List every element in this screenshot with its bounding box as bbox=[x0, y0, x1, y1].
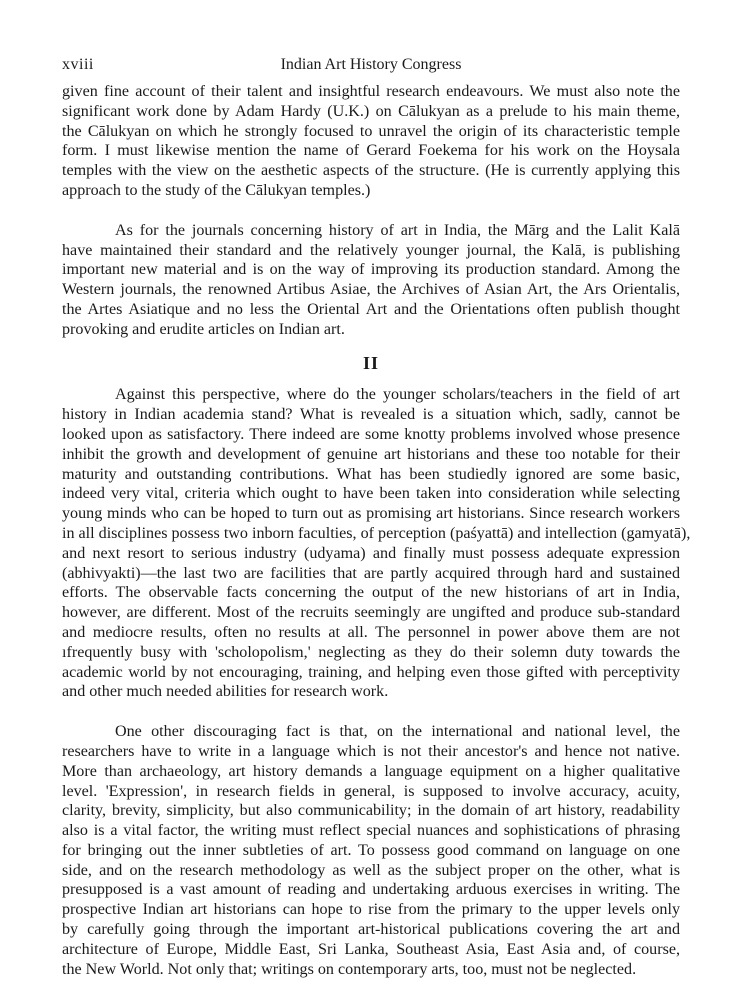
text-line: history in Indian academia stand? What is revealed is a situation which, sadly, cannot be bbox=[62, 406, 680, 424]
text-line: form. I must likewise mention the name of Gerard Foekema for his work on the Hoysala bbox=[62, 142, 680, 160]
paragraph-perspective bbox=[62, 385, 691, 702]
text-line: ıfrequently busy with 'scholopolism,' neglecting as they do their solemn duty towards the bbox=[62, 643, 680, 661]
text-line: significant work done by Adam Hardy (U.K.) on Cālukyan as a prelude to his main theme, bbox=[62, 102, 680, 120]
text-line: presupposed is a vast amount of reading and undertaking arduous exercises in writing. The bbox=[62, 881, 680, 899]
text-line: prospective Indian art historians can hope to rise from the primary to the upper levels only bbox=[62, 901, 680, 919]
text-line: More than archaeology, art history demands a language equipment on a higher qualitative bbox=[62, 762, 680, 780]
text-line: clarity, brevity, simplicity, but also communicability; in the domain of art history, readability bbox=[62, 802, 680, 820]
running-head bbox=[62, 56, 680, 78]
text-line: for bringing out the inner subtleties of art. To possess good command on language on one bbox=[62, 841, 680, 859]
text-line: maturity and outstanding contributions. What has been studiedly ignored are some basic, bbox=[62, 465, 680, 483]
text-line: the Artes Asiatique and no less the Oriental Art and the Orientations often publish thought bbox=[62, 300, 680, 318]
paragraph-language bbox=[62, 722, 680, 979]
text-line: the New World. Not only that; writings on contemporary arts, too, must not be neglected. bbox=[62, 960, 637, 978]
text-line: Western journals, the renowned Artibus Asiae, the Archives of Asian Art, the Ars Orientalis, bbox=[62, 281, 680, 299]
page-number: xviii bbox=[62, 56, 94, 73]
text-line: have maintained their standard and the relatively younger journal, the Kalā, is publishing bbox=[62, 241, 680, 259]
paragraph-journals bbox=[62, 221, 680, 340]
text-line: indeed very vital, criteria which ought to have been taken into consideration while selecting bbox=[62, 485, 680, 503]
text-line: provoking and erudite articles on Indian art. bbox=[62, 320, 345, 338]
text-line: the Cālukyan on which he strongly focused to unravel the origin of its characteristic temple bbox=[62, 122, 680, 140]
text-line: important new material and is on the way of improving its production standard. Among the bbox=[62, 261, 680, 279]
text-line: As for the journals concerning history of art in India, the Mārg and the Lalit Kalā bbox=[115, 221, 680, 239]
text-line: architecture of Europe, Middle East, Sri Lanka, Southeast Asia, East Asia and, of course, bbox=[62, 940, 680, 958]
text-line: young minds who can be hoped to turn out as promising art historians. Since research workers bbox=[62, 505, 680, 523]
text-line: also is a vital factor, the writing must reflect special nuances and sophistications of phrasing bbox=[62, 822, 680, 840]
text-line: and other much needed abilities for research work. bbox=[62, 683, 389, 701]
text-line: One other discouraging fact is that, on the international and national level, the bbox=[115, 723, 680, 741]
text-line: inhibit the growth and development of genuine art historians and these too notable for their bbox=[62, 445, 680, 463]
text-line: temples with the view on the aesthetic aspects of the structure. (He is currently applying this bbox=[62, 162, 680, 180]
page-body bbox=[62, 82, 691, 979]
text-line: however, are different. Most of the recruits seemingly are ungifted and produce sub-standard bbox=[62, 604, 680, 622]
text-line: approach to the study of the Cālukyan temples.) bbox=[62, 181, 371, 199]
text-line: by carefully going through the important art-historical publications covering the art and bbox=[62, 921, 680, 939]
text-line: side, and on the research methodology as well as the subject proper on the other, what is bbox=[62, 861, 680, 879]
text-line: (abhivyakti)—the last two are facilities that are partly acquired through hard and sustained bbox=[62, 564, 680, 582]
text-line: researchers have to write in a language which is not their ancestor's and hence not native. bbox=[62, 742, 680, 760]
text-line: in all disciplines possess two inborn faculties, of perception (paśyattā) and intellection (gamyatā), bbox=[62, 524, 691, 542]
text-line: and next resort to serious industry (udyama) and finally must possess adequate expression bbox=[62, 544, 680, 562]
text-line: academic world by not encouraging, training, and helping even those gifted with perceptivity bbox=[62, 663, 680, 681]
text-line: level. 'Expression', in research fields in general, is supposed to involve accuracy, acuity, bbox=[62, 782, 680, 800]
section-heading: II bbox=[362, 352, 379, 373]
paragraph-continued bbox=[62, 82, 680, 201]
text-line: efforts. The observable facts concerning the output of the new historians of art in India, bbox=[62, 584, 680, 602]
text-line: and mediocre results, often no results at all. The personnel in power above them are not bbox=[62, 623, 680, 641]
text-line: Against this perspective, where do the younger scholars/teachers in the field of art bbox=[115, 386, 680, 404]
running-title: Indian Art History Congress bbox=[280, 56, 462, 73]
text-line: given fine account of their talent and insightful research endeavours. We must also note the bbox=[62, 83, 680, 100]
text-line: looked upon as satisfactory. There indeed are some knotty problems involved whose presence bbox=[62, 425, 680, 443]
